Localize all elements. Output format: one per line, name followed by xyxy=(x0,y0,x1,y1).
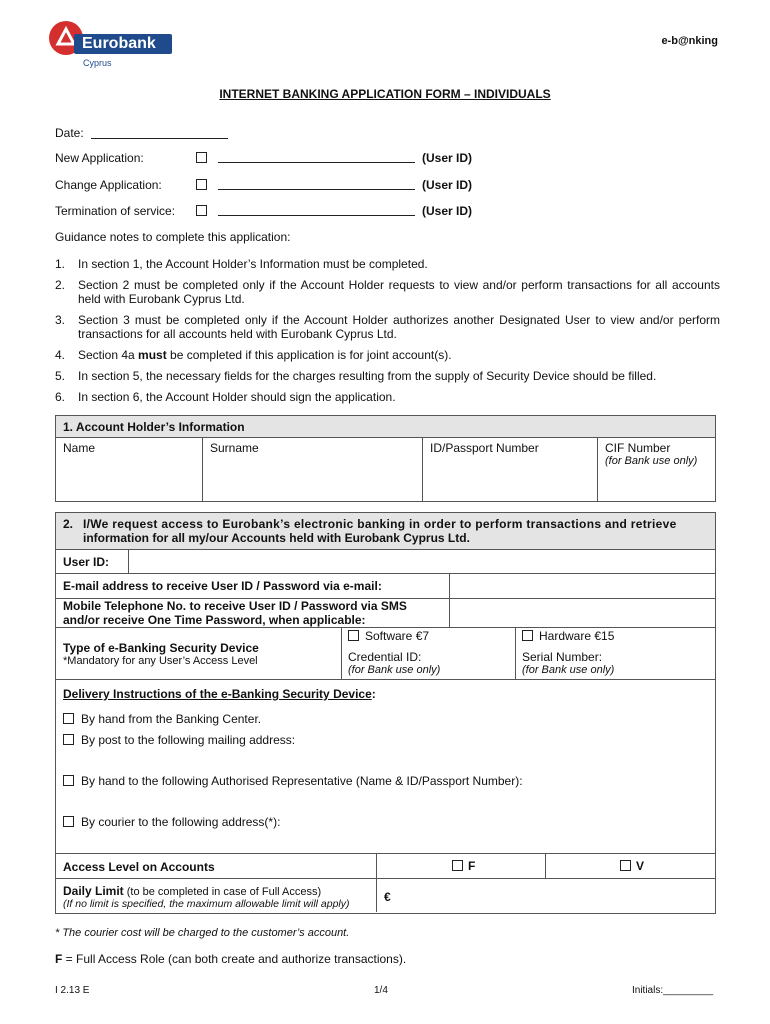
access-view-label: V xyxy=(636,859,645,873)
eurobank-logo xyxy=(42,18,177,76)
user-id-label: User ID: xyxy=(63,555,110,569)
id-passport-field[interactable]: ID/Passport Number xyxy=(423,438,598,502)
access-full-label: F xyxy=(468,859,476,873)
software-device-label: Software €7 xyxy=(365,629,430,643)
ebanking-tag: e-b@nking xyxy=(661,35,718,47)
logo-brand: Eurobank xyxy=(82,35,156,52)
guidance-item: 5. In section 5, the necessary fields for the charges resulting from the supply of Security Device should be filled. xyxy=(55,369,657,383)
new-application-userid-field[interactable] xyxy=(218,150,415,163)
logo-sub: Cyprus xyxy=(83,58,112,68)
full-access-definition: F = Full Access Role (can both create and authorize transactions). xyxy=(55,952,407,966)
delivery-representative-checkbox[interactable] xyxy=(63,775,74,786)
delivery-hand-label: By hand from the Banking Center. xyxy=(81,712,262,726)
user-id-field[interactable] xyxy=(129,550,715,573)
credential-id-label: Credential ID: xyxy=(348,650,422,664)
date-label: Date: xyxy=(55,126,84,140)
new-application-userid-label: (User ID) xyxy=(422,151,473,165)
date-field[interactable] xyxy=(91,126,228,139)
delivery-courier-checkbox[interactable] xyxy=(63,816,74,827)
daily-limit-label: Daily Limit (to be completed in case of Full Access) xyxy=(63,884,322,898)
termination-userid-label: (User ID) xyxy=(422,204,473,218)
guidance-item: 2. Section 2 must be completed only if the Account Holder requests to view and/or perform transactions for all accounts held with Eurobank Cyprus Ltd. xyxy=(55,278,720,306)
change-application-label: Change Application: xyxy=(55,178,162,192)
delivery-representative-label: By hand to the following Authorised Representative (Name & ID/Passport Number): xyxy=(81,774,523,788)
delivery-title: Delivery Instructions of the e-Banking Security Device: xyxy=(63,687,376,701)
change-application-userid-label: (User ID) xyxy=(422,178,473,192)
initials-field[interactable]: Initials:_________ xyxy=(632,985,714,996)
surname-field[interactable]: Surname xyxy=(203,438,423,502)
access-view-checkbox[interactable] xyxy=(620,860,631,871)
guidance-item: 4. Section 4a must be completed if this application is for joint account(s). xyxy=(55,348,452,362)
credential-bank-use: (for Bank use only) xyxy=(348,664,441,676)
delivery-hand-checkbox[interactable] xyxy=(63,713,74,724)
email-field[interactable] xyxy=(450,574,715,598)
email-label: E-mail address to receive User ID / Password via e-mail: xyxy=(63,579,382,593)
page-title: INTERNET BANKING APPLICATION FORM – INDIVIDUALS xyxy=(219,87,551,101)
change-application-checkbox[interactable] xyxy=(196,179,207,190)
daily-limit-field[interactable] xyxy=(396,880,714,911)
device-type-note: *Mandatory for any User’s Access Level xyxy=(63,655,258,667)
delivery-courier-label: By courier to the following address(*): xyxy=(81,815,281,829)
mobile-label-line2: and/or receive One Time Password, when applicable: xyxy=(63,613,366,627)
hardware-device-label: Hardware €15 xyxy=(539,629,615,643)
page-number: 1/4 xyxy=(374,985,388,996)
guidance-item: 1. In section 1, the Account Holder’s Information must be completed. xyxy=(55,257,428,271)
courier-footnote: * The courier cost will be charged to the customer’s account. xyxy=(55,927,350,939)
section1-table xyxy=(55,415,716,502)
guidance-item: 6. In section 6, the Account Holder should sign the application. xyxy=(55,390,396,404)
mobile-field[interactable] xyxy=(450,599,715,627)
serial-bank-use: (for Bank use only) xyxy=(522,664,615,676)
device-type-label: Type of e-Banking Security Device xyxy=(63,641,259,655)
form-code: I 2.13 E xyxy=(55,985,90,996)
hardware-device-checkbox[interactable] xyxy=(522,630,533,641)
new-application-label: New Application: xyxy=(55,151,144,165)
section2-title: 2. I/We request access to Eurobank’s electronic banking in order to perform transactions and retrieve information for all my/our Accounts held with Eurobank Cyprus Ltd. xyxy=(56,513,715,549)
guidance-item: 3. Section 3 must be completed only if the Account Holder authorizes another Designated User to view and/or perform transactions for all accounts held with Eurobank Cyprus Ltd. xyxy=(55,313,720,341)
software-device-checkbox[interactable] xyxy=(348,630,359,641)
change-application-userid-field[interactable] xyxy=(218,177,415,190)
termination-label: Termination of service: xyxy=(55,204,176,218)
name-field[interactable]: Name xyxy=(56,438,203,502)
daily-limit-euro: € xyxy=(384,890,391,904)
new-application-checkbox[interactable] xyxy=(196,152,207,163)
mobile-label-line1: Mobile Telephone No. to receive User ID / Password via SMS xyxy=(63,599,407,613)
section1-title: 1. Account Holder’s Information xyxy=(56,416,716,438)
serial-number-label: Serial Number: xyxy=(522,650,603,664)
delivery-post-label: By post to the following mailing address: xyxy=(81,733,296,747)
daily-limit-note: (If no limit is specified, the maximum allowable limit will apply) xyxy=(63,898,350,910)
cif-number-field: CIF Number (for Bank use only) xyxy=(598,438,716,502)
delivery-post-checkbox[interactable] xyxy=(63,734,74,745)
termination-userid-field[interactable] xyxy=(218,203,415,216)
access-level-label: Access Level on Accounts xyxy=(63,860,215,874)
guidance-heading: Guidance notes to complete this application: xyxy=(55,230,291,244)
termination-checkbox[interactable] xyxy=(196,205,207,216)
access-full-checkbox[interactable] xyxy=(452,860,463,871)
date-row xyxy=(55,126,228,140)
